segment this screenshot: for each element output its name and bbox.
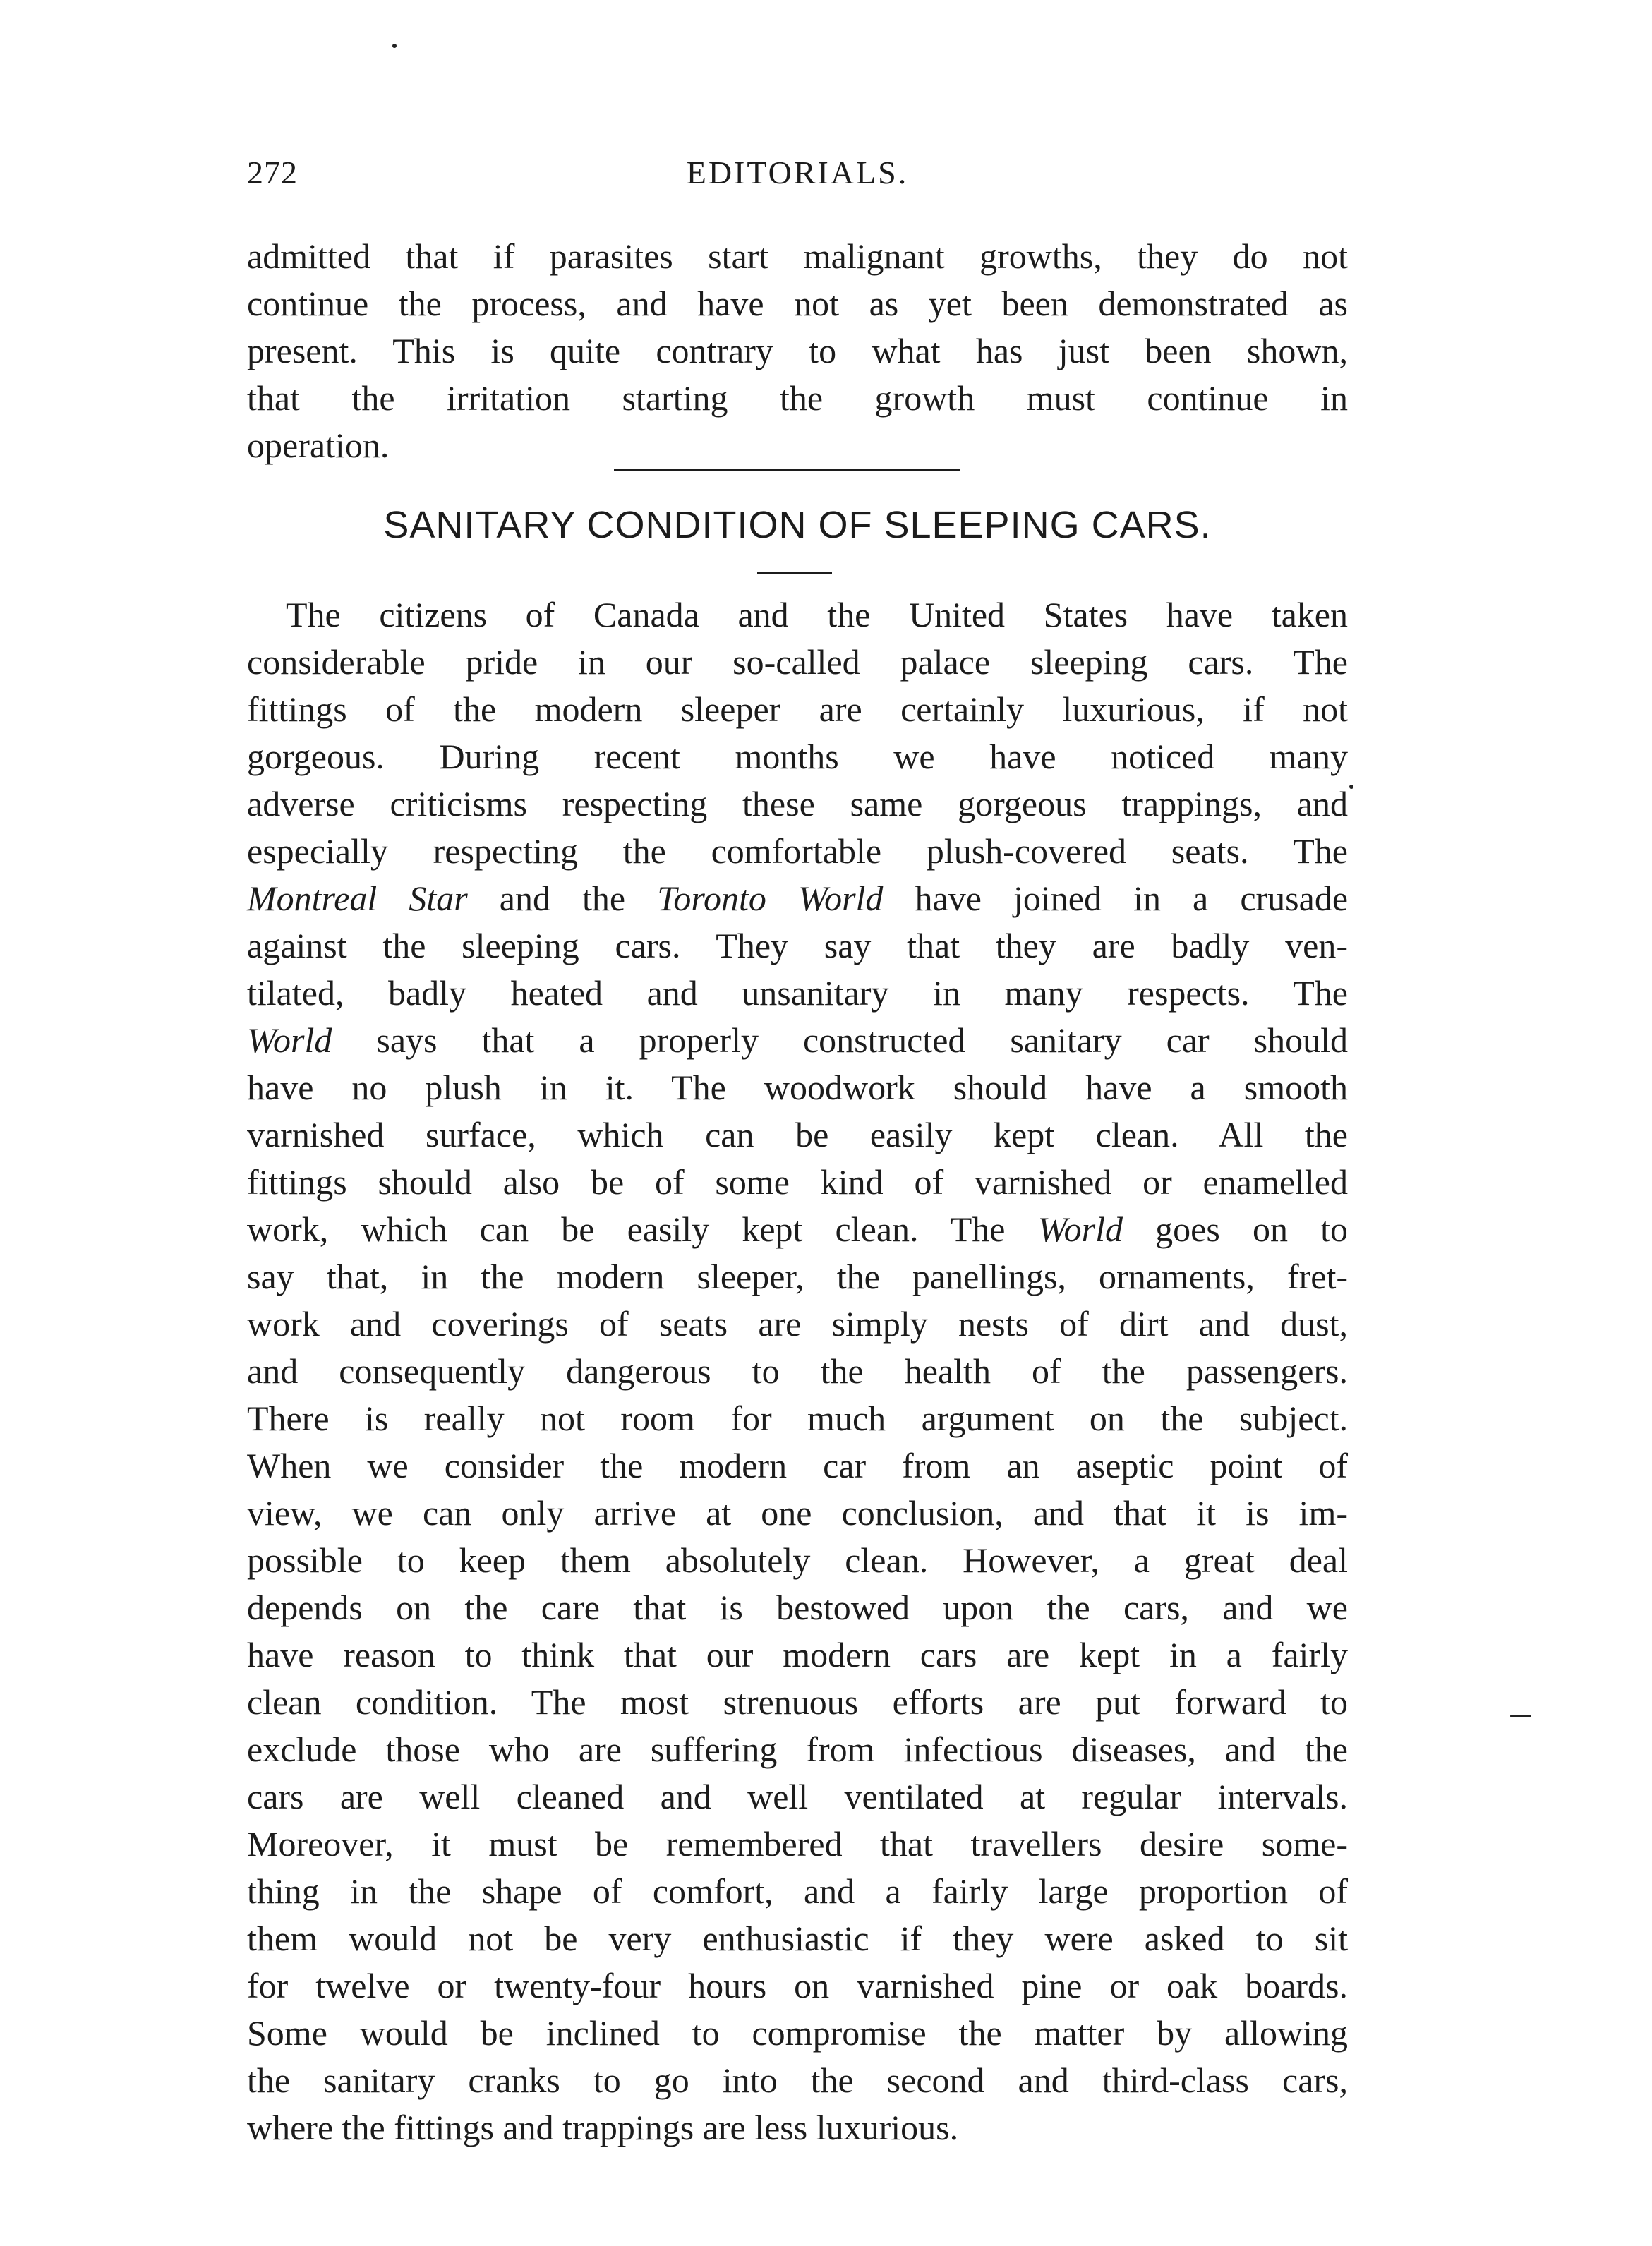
text-run: where the fittings and trappings are less luxurious. xyxy=(247,2108,959,2147)
text-line: present. This is quite contrary to what has just been shown, xyxy=(247,331,1348,370)
italic-title: World xyxy=(1037,1209,1123,1249)
text-line xyxy=(247,1159,1348,1206)
text-run: varnished surface, which can be easily kept clean. All the xyxy=(247,1115,1348,1154)
text-line xyxy=(247,733,1348,780)
text-run: especially respecting the comfortable plush-covered seats. The xyxy=(247,831,1348,871)
text-run: says that a properly constructed sanitary car should xyxy=(332,1020,1348,1060)
text-line xyxy=(247,639,1348,686)
text-run: Moreover, it must be remembered that travellers desire some- xyxy=(247,1824,1348,1864)
text-line xyxy=(247,1017,1348,1064)
text-run: have reason to think that our modern cars are kept in a fairly xyxy=(247,1635,1348,1674)
text-line xyxy=(247,1915,1348,1962)
italic-title: World xyxy=(247,1020,332,1060)
text-run: There is really not room for much argument on the subject. xyxy=(247,1399,1348,1438)
article-body xyxy=(247,591,1348,2151)
text-line xyxy=(247,1111,1348,1159)
text-run: work, which can be easily kept clean. The xyxy=(247,1209,1038,1249)
text-run: fittings should also be of some kind of varnished or enamelled xyxy=(247,1162,1348,1202)
text-run: view, we can only arrive at one conclusion, and that it is im- xyxy=(247,1493,1348,1533)
print-speck xyxy=(392,44,397,48)
text-line xyxy=(247,1395,1348,1442)
italic-title: Toronto World xyxy=(657,879,884,918)
running-head: EDITORIALS. xyxy=(686,155,909,191)
text-run: cars are well cleaned and well ventilated at regular intervals. xyxy=(247,1777,1348,1816)
text-line xyxy=(247,1537,1348,1584)
section-divider-rule xyxy=(614,469,960,471)
text-line xyxy=(247,922,1348,970)
text-run: the sanitary cranks to go into the second and third-class cars, xyxy=(247,2060,1348,2100)
text-run: adverse criticisms respecting these same gorgeous trappings, and xyxy=(247,784,1348,823)
text-line xyxy=(247,970,1348,1017)
text-run: against the sleeping cars. They say that they are badly ven- xyxy=(247,926,1348,965)
article-title: SANITARY CONDITION OF SLEEPING CARS. xyxy=(383,504,1212,546)
text-line xyxy=(247,1442,1348,1490)
page-number: 272 xyxy=(247,155,298,191)
text-line xyxy=(247,1679,1348,1726)
text-run: clean condition. The most strenuous efforts are put forward to xyxy=(247,1682,1348,1722)
page-header xyxy=(247,154,1348,203)
text-run: Some would be inclined to compromise the matter by allowing xyxy=(247,2013,1348,2053)
print-speck xyxy=(1349,785,1353,789)
text-run: and consequently dangerous to the health of the passengers. xyxy=(247,1351,1348,1391)
text-run: depends on the care that is bestowed upon the cars, and we xyxy=(247,1588,1348,1627)
text-line xyxy=(247,1206,1348,1253)
text-run: goes on to xyxy=(1123,1209,1348,1249)
text-line xyxy=(247,1868,1348,1915)
text-run: The citizens of Canada and the United States have taken xyxy=(286,595,1348,634)
title-underline-rule xyxy=(757,572,832,574)
text-line xyxy=(247,1064,1348,1111)
text-run: work and coverings of seats are simply nests of dirt and dust, xyxy=(247,1304,1348,1344)
text-line xyxy=(247,1631,1348,1679)
text-line xyxy=(247,1490,1348,1537)
text-run: say that, in the modern sleeper, the panellings, ornaments, fret- xyxy=(247,1257,1348,1296)
text-line xyxy=(247,1253,1348,1300)
text-line xyxy=(247,591,1348,639)
text-line xyxy=(247,1726,1348,1773)
text-line xyxy=(247,2104,1348,2151)
text-run: fittings of the modern sleeper are certainly luxurious, if not xyxy=(247,689,1348,729)
text-line xyxy=(247,1348,1348,1395)
text-run: and the xyxy=(467,879,658,918)
text-run: have joined in a crusade xyxy=(883,879,1349,918)
text-run: considerable pride in our so-called palace sleeping cars. The xyxy=(247,642,1348,682)
text-line xyxy=(247,686,1348,733)
print-speck xyxy=(1510,1715,1531,1717)
text-run: exclude those who are suffering from infectious diseases, and the xyxy=(247,1729,1348,1769)
text-line xyxy=(247,828,1348,875)
text-line xyxy=(247,1773,1348,1821)
text-line xyxy=(247,2057,1348,2104)
text-line xyxy=(247,875,1348,922)
text-line: continue the process, and have not as yet been demonstrated as xyxy=(247,284,1348,323)
text-run: have no plush in it. The woodwork should have a smooth xyxy=(247,1068,1348,1107)
text-run: them would not be very enthusiastic if they were asked to sit xyxy=(247,1919,1348,1958)
text-run: for twelve or twenty-four hours on varnished pine or oak boards. xyxy=(247,1966,1348,2005)
text-line: operation. xyxy=(247,425,390,465)
text-line: admitted that if parasites start malignant growths, they do not xyxy=(247,236,1348,276)
text-line xyxy=(247,780,1348,828)
continued-paragraph xyxy=(247,233,1348,469)
text-run: tilated, badly heated and unsanitary in many respects. The xyxy=(247,973,1348,1013)
text-run: When we consider the modern car from an aseptic point of xyxy=(247,1446,1348,1485)
italic-title: Montreal Star xyxy=(247,879,468,918)
text-run: gorgeous. During recent months we have noticed many xyxy=(247,737,1348,776)
text-line xyxy=(247,1821,1348,1868)
text-run: possible to keep them absolutely clean. However, a great deal xyxy=(247,1540,1348,1580)
text-line xyxy=(247,1962,1348,2010)
text-run: thing in the shape of comfort, and a fairly large proportion of xyxy=(247,1871,1348,1911)
text-line: that the irritation starting the growth must continue in xyxy=(247,378,1348,418)
text-line xyxy=(247,2010,1348,2057)
text-line xyxy=(247,1300,1348,1348)
text-line xyxy=(247,1584,1348,1631)
